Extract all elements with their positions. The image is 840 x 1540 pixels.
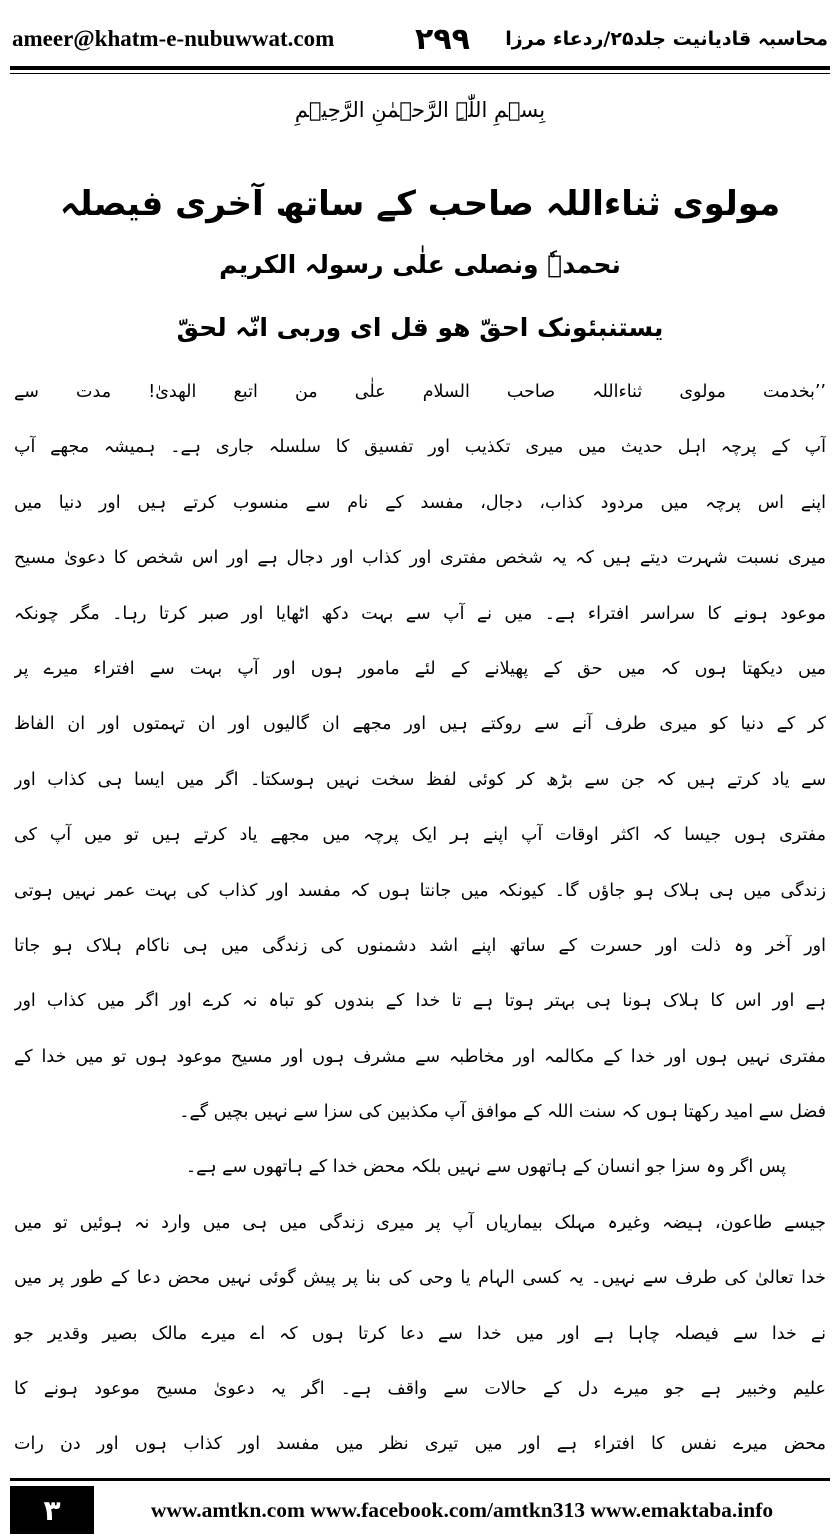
page-number: ۲۹۹ [415, 21, 470, 57]
footer-page-number: ۳ [10, 1486, 94, 1534]
body-line: نے خدا سے فیصلہ چاہا ہے اور میں خدا سے دعا کرتا ہوں کہ اے میرے مالک بصیر وقدیر جو [14, 1323, 826, 1344]
body-line: زندگی میں ہی ہلاک ہو جاؤں گا۔ کیونکہ میں جانتا ہوں کہ مفسد اور کذاب کی بہت عمر نہیں ہوتی [14, 880, 826, 901]
body-line: اور آخر وہ ذلت اور حسرت کے ساتھ اپنے اشد دشمنوں کی زندگی میں ہی ناکام ہلاک ہو جاتا [14, 935, 826, 956]
body-text [14, 365, 826, 1473]
body-line: آپ کے پرچہ اہل حدیث میں میری تکذیب اور تفسیق کا سلسلہ جاری ہے۔ ہمیشہ مجھے آپ [14, 437, 826, 458]
body-line: خدا تعالیٰ کی طرف سے نہیں۔ یہ کسی الہام یا وحی کی بنا پر پیش گوئی نہیں محض دعا کے طور پر میں [14, 1268, 826, 1289]
running-title: محاسبہ قادیانیت جلد۲۵/ردعاء مرزا [505, 28, 828, 50]
body-line: جیسے طاعون، ہیضہ وغیرہ مہلک بیماریاں آپ پر میری زندگی میں ہی میں وارد نہ ہوئیں تو میں [14, 1212, 826, 1233]
footer-urls: www.amtkn.com www.facebook.com/amtkn313 www.emaktaba.info [150, 1497, 774, 1522]
body-line: میں دیکھتا ہوں کہ میں حق کے پھیلانے کے لئے مامور ہوں اور آپ بہت سے افتراء میرے پر [14, 658, 826, 679]
body-line: علیم وخبیر ہے جو میرے دل کے حالات سے واقف ہے۔ اگر یہ دعویٰ مسیح موعود ہونے کا [14, 1379, 826, 1400]
body-line: مفتری ہوں جیسا کہ اکثر اوقات آپ اپنے ہر ایک پرچہ میں مجھے یاد کرتے ہیں تو میں آپ کی [14, 825, 826, 846]
footer-rule [10, 1478, 830, 1481]
body-line: ’’بخدمت مولوی ثناءاللہ صاحب السلام علٰی من اتبع الھدیٰ! مدت سے [14, 382, 826, 402]
subtitle-2: یستنبئونک احقّ ھو قل ای وربی انّہ لحقّ [176, 313, 664, 342]
header-email: ameer@khatm-e-nubuwwat.com [12, 26, 335, 51]
body-line: ہے اور اس کا ہلاک ہونا ہی بہتر ہوتا ہے تا خدا کے بندوں کو تباہ نہ کرے اور اگر میں کذاب اور [14, 991, 826, 1012]
body-line: مفتری نہیں ہوں اور خدا کے مکالمہ اور مخاطبہ سے مشرف ہوں اور مسیح موعود ہوں تو میں خدا کے [14, 1046, 826, 1067]
body-line: اپنے اس پرچہ میں مردود کذاب، دجال، مفسد کے نام سے منسوب کرتے ہیں اور دنیا میں [14, 492, 826, 513]
bismillah: بِسۡمِ اللّٰہِ الرَّحۡمٰنِ الرَّحِیۡمِ [294, 98, 546, 122]
body-line: پس اگر وہ سزا جو انسان کے ہاتھوں سے نہیں بلکہ محض خدا کے ہاتھوں سے ہے۔ [185, 1157, 786, 1178]
header-rule-thin [10, 73, 830, 74]
page-header [12, 14, 828, 64]
header-rule-thick [10, 66, 830, 70]
body-line: محض میرے نفس کا افتراء ہے اور میں تیری نظر میں مفسد اور کذاب ہوں اور دن رات [14, 1434, 826, 1455]
body-line: فضل سے امید رکھتا ہوں کہ سنت اللہ کے موافق آپ مکذبین کی سزا سے نہیں بچیں گے۔ [179, 1102, 826, 1123]
article-title: مولوی ثناءاللہ صاحب کے ساتھ آخری فیصلہ [59, 184, 781, 224]
page-footer [10, 1486, 830, 1534]
subtitle-1: نحمدہٗ ونصلی علٰی رسولہ الکریم [219, 250, 621, 279]
body-line: موعود ہونے کا سراسر افتراء ہے۔ میں نے آپ سے بہت دکھ اٹھایا اور صبر کرتا رہا۔ مگر چونکہ [14, 603, 826, 624]
body-line: سے یاد کرتے ہیں کہ جن سے بڑھ کر کوئی لفظ سخت نہیں ہوسکتا۔ اگر میں ایسا ہی کذاب اور [14, 769, 826, 790]
body-line: کر کے دنیا کو میری طرف آنے سے روکتے ہیں اور مجھے ان گالیوں اور ان تہمتوں اور ان الفاظ [14, 714, 826, 735]
body-line: میری نسبت شہرت دیتے ہیں کہ یہ شخص مفتری اور کذاب اور دجال ہے اور اس شخص کا دعویٰ مسیح [14, 548, 826, 569]
